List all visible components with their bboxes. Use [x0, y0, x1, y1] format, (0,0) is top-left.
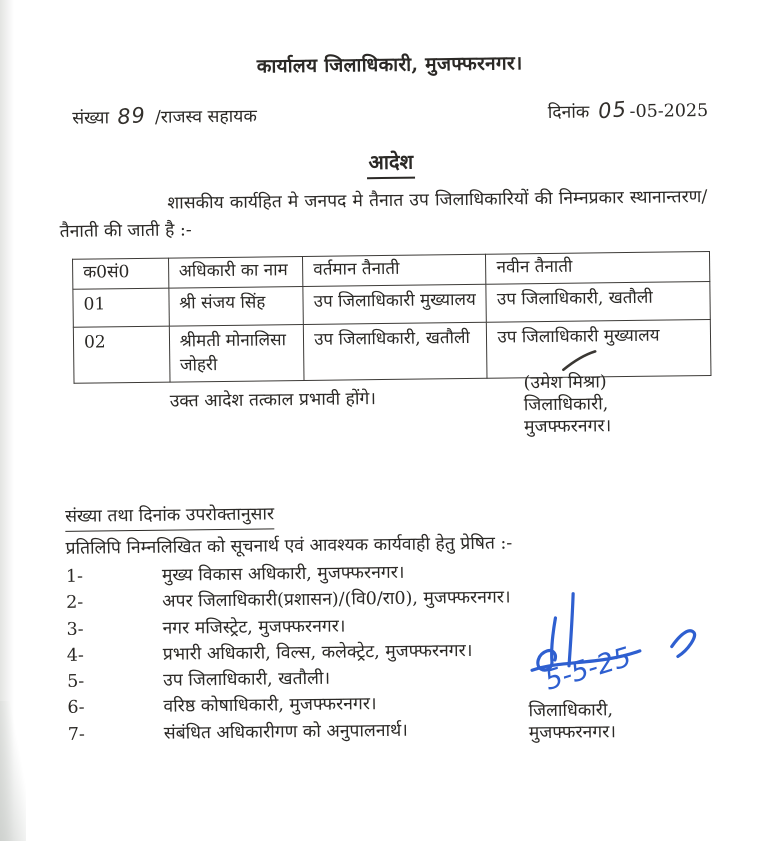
item-text: प्रभारी अधिकारी, विल्स, कलेक्ट्रेट, मुजफ्फरनगर। — [162, 640, 473, 665]
handwritten-date-day: 05 — [596, 96, 628, 123]
blue-signature-icon — [521, 588, 722, 698]
item-number: 5- — [67, 671, 85, 693]
item-text: नगर मजिस्ट्रेट, मुजफ्फरनगर। — [162, 616, 346, 639]
item-number: 3- — [66, 619, 84, 640]
cell-new-posting: उप जिलाधिकारी मुख्यालय — [487, 320, 711, 378]
order-heading-wrap — [73, 144, 709, 183]
signatory-block-bottom — [521, 588, 743, 745]
copy-heading-wrap — [65, 497, 713, 531]
signatory-title: जिलाधिकारी, — [523, 394, 609, 416]
item-number: 4- — [66, 645, 85, 666]
cell-new-posting: उप जिलाधिकारी, खतौली — [486, 282, 710, 323]
handwritten-signature-date: 5-5-25 — [541, 641, 635, 697]
signature-stroke-icon — [559, 349, 599, 371]
signatory-name: (उमेश मिश्रा) — [523, 372, 607, 394]
header-serial: क0सं0 — [73, 258, 169, 289]
number-suffix: /राजस्व सहायक — [154, 106, 257, 128]
item-number: 7- — [67, 724, 86, 745]
document-date — [548, 95, 709, 126]
item-text: मुख्य विकास अधिकारी, मुजफ्फरनगर। — [161, 562, 405, 586]
table-row — [73, 320, 711, 383]
copy-intro: प्रतिलिपि निम्नलिखित को सूचनार्थ एवं आवश्यक कार्यवाही हेतु प्रेषित :- — [65, 533, 513, 559]
cell-current-posting: उप जिलाधिकारी, खतौली — [303, 322, 487, 380]
cell-serial: 01 — [73, 288, 169, 327]
transfer-table — [72, 251, 711, 383]
header-new-posting: नवीन तैनाती — [486, 252, 710, 285]
order-heading: आदेश — [366, 148, 415, 180]
reference-row — [72, 95, 708, 132]
handwritten-number: 89 — [116, 102, 148, 129]
date-label: दिनांक — [547, 102, 590, 123]
cell-current-posting: उप जिलाधिकारी मुख्यालय — [303, 284, 487, 324]
effective-note: उक्त आदेश तत्काल प्रभावी होंगे। — [169, 388, 377, 412]
order-body-paragraph: शासकीय कार्यहित मे जनपद मे तैनात उप जिलाधिकारियों की निम्नप्रकार स्थानान्तरण/तैनाती की जाती है :- — [59, 187, 708, 243]
cell-serial: 02 — [73, 326, 169, 383]
item-text: अपर जिलाधिकारी(प्रशासन)/(वि0/रा0), मुजफ्फरनगर। — [162, 587, 511, 613]
item-number: 1- — [65, 566, 84, 588]
header-officer-name: अधिकारी का नाम — [168, 257, 303, 288]
header-current-posting: वर्तमान तैनाती — [303, 254, 487, 286]
item-text: संबंधित अधिकारीगण को अनुपालनार्थ। — [163, 720, 408, 744]
date-rest: -05-2025 — [629, 100, 709, 122]
bottom-signatory-title: जिलाधिकारी, — [528, 700, 614, 722]
item-number: 2- — [66, 593, 84, 614]
signatory-block-top — [523, 349, 611, 439]
number-label: संख्या — [72, 107, 110, 129]
item-text: उप जिलाधिकारी, खतौली। — [163, 668, 331, 691]
copy-section-heading: संख्या तथा दिनांक उपरोक्तानुसार — [65, 502, 274, 531]
item-number: 6- — [67, 698, 85, 719]
signatory-place: मुजफ्फरनगर। — [523, 416, 612, 438]
reference-number — [72, 100, 257, 132]
cell-officer-name: श्री संजय सिंह — [168, 287, 303, 327]
office-header: कार्यालय जिलाधिकारी, मुजफ्फरनगर। — [256, 52, 523, 78]
item-text: वरिष्ठ कोषाधिकारी, मुजफ्फरनगर। — [163, 694, 377, 718]
bottom-signatory-place: मुजफ्फरनगर। — [528, 722, 617, 744]
cell-officer-name: श्रीमती मोनालिसा जोहरी — [169, 325, 304, 382]
